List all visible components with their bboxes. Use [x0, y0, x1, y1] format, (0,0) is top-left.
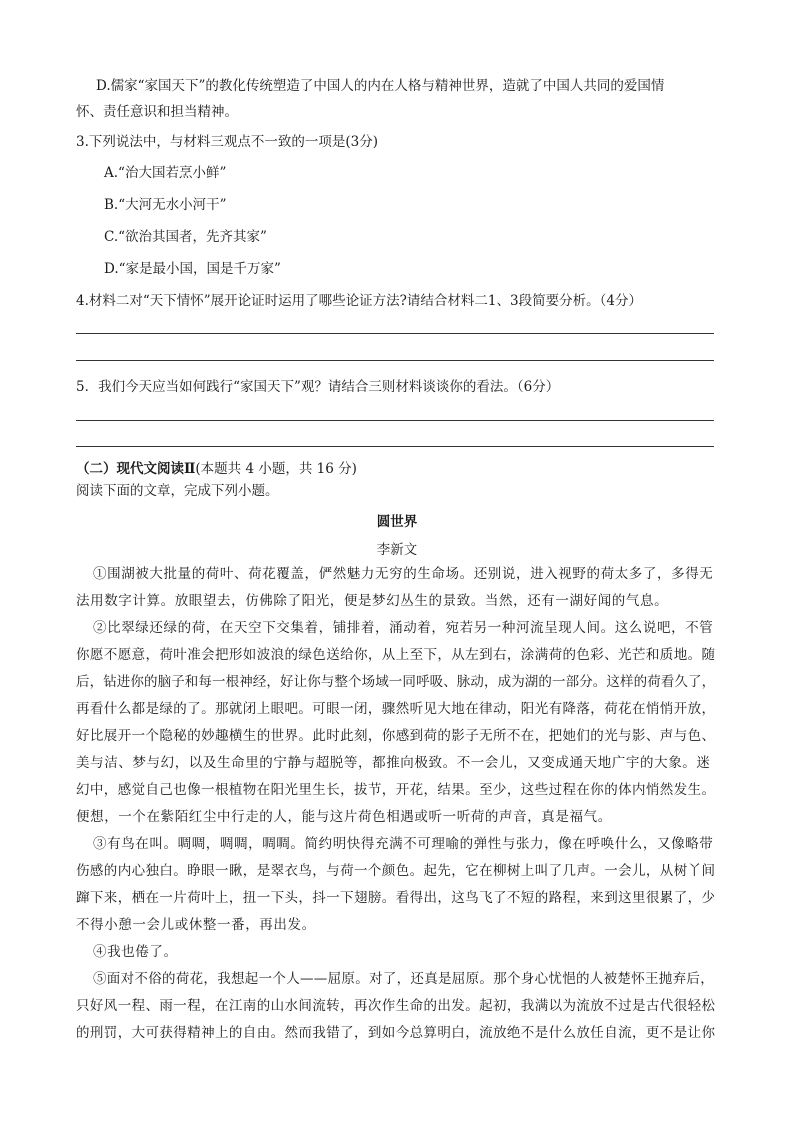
option-d-line-1: D.儒家“家国天下”的教化传统塑造了中国人的内在人格与精神世界，造就了中国人共同的爱国情 — [96, 78, 665, 94]
essay-line: 伤感的内心独白。睁眼一瞅，是翠衣鸟，与荷一个颜色。起先，它在柳树上叫了几声。一会儿，从树丫间 — [76, 863, 716, 879]
question-5-stem: 5．我们今天应当如何践行“家国天下”观？请结合三则材料谈谈你的看法。（6分） — [76, 379, 560, 395]
question-4-stem: 4.材料二对“天下情怀”展开论证时运用了哪些论证方法?请结合材料二1、3段简要分析。（4分） — [76, 293, 642, 309]
essay-author: 李新文 — [376, 542, 418, 558]
essay-line: ③有鸟在叫。啁啁，啁啁，啁啁。简约明快得充满不可理喻的弹性与张力，像在呼唤什么，又像略带 — [93, 836, 714, 852]
essay-line: 后，钻进你的脑子和每一根神经，好让你与整个场域一同呼吸、脉动，成为湖的一部分。这样的荷看久了， — [76, 674, 716, 690]
essay-line: 再看什么都是绿的了。那就闭上眼吧。可眼一闭，骤然听见大地在律动，阳光有降落，荷花在悄悄开放， — [76, 701, 716, 717]
answer-line[interactable] — [76, 333, 714, 334]
essay-line: 法用数字计算。放眼望去，仿佛除了阳光，便是梦幻丛生的景致。当然，还有一湖好闻的气息。 — [76, 593, 669, 609]
answer-line[interactable] — [76, 360, 714, 361]
essay-line: 只好风一程、雨一程，在江南的山水间流转，再次作生命的出发。起初，我满以为流放不过是古代很轻松 — [76, 998, 716, 1014]
essay-line: 便想，一个在紫陌红尘中行走的人，能与这片荷色相遇或听一听荷的声音，真是福气。 — [76, 809, 612, 825]
essay-line: 你愿不愿意，荷叶准会把形如波浪的绿色送给你，从上至下，从左到右，涂满荷的色彩、光芒和质地。随 — [76, 647, 716, 663]
essay-line: 的刑罚，大可获得精神上的自由。然而我错了，到如今总算明白，流放绝不是什么放任自流，更不是让你 — [76, 1025, 716, 1041]
question-3-option-c: C.“欲治其国者，先齐其家” — [104, 229, 267, 245]
essay-line: 美与洁、梦与幻，以及生命里的宁静与超脱等，都推向极致。不一会儿，又变成通天地广宇的大象。迷 — [76, 755, 711, 771]
question-3-option-b: B.“大河无水小河干” — [104, 197, 227, 213]
answer-line[interactable] — [76, 420, 714, 421]
essay-line: ②比翠绿还绿的荷，在天空下交集着，铺排着，涌动着，宛若另一种河流呈现人间。这么说吧，不管 — [93, 620, 714, 636]
essay-line: ⑤面对不俗的荷花，我想起一个人——屈原。对了，还真是屈原。那个身心忧悒的人被楚怀王抛弃后， — [93, 971, 714, 987]
essay-line: 不得小憩一会儿或休整一番，再出发。 — [76, 917, 316, 933]
essay-line: ④我也倦了。 — [93, 944, 178, 960]
question-3-stem: 3.下列说法中，与材料三观点不一致的一项是(3分) — [76, 134, 379, 150]
section-heading-note: (本题共 4 小题，共 16 分) — [195, 461, 357, 477]
essay-line: 好比展开一个隐秘的妙趣横生的世界。此时此刻，你感到荷的影子无所不在，把她们的光与影、声与色、 — [76, 728, 716, 744]
section-instruction: 阅读下面的文章，完成下列小题。 — [76, 483, 279, 499]
essay-title: 圆世界 — [376, 514, 418, 530]
section-heading-title: （二）现代文阅读Ⅱ — [76, 461, 196, 477]
essay-line: 幻中，感觉自己也像一根植物在阳光里生长，拔节，开花，结果。至少，这些过程在你的体内悄然发生。 — [76, 782, 716, 798]
answer-line[interactable] — [76, 446, 714, 447]
essay-line: ①围湖被大批量的荷叶、荷花覆盖，俨然魅力无穷的生命场。还别说，进入视野的荷太多了，多得无 — [93, 566, 714, 582]
question-3-option-d: D.“家是最小国，国是千万家” — [104, 261, 281, 277]
question-3-option-a: A.“治大国若烹小鲜” — [104, 165, 227, 181]
section-heading — [76, 460, 357, 478]
option-d-line-2: 怀、责任意识和担当精神。 — [76, 104, 238, 120]
essay-line: 蹿下来，栖在一片荷叶上，扭一下头，抖一下翅膀。看得出，这鸟飞了不短的路程，来到这里很累了，少 — [76, 890, 716, 906]
